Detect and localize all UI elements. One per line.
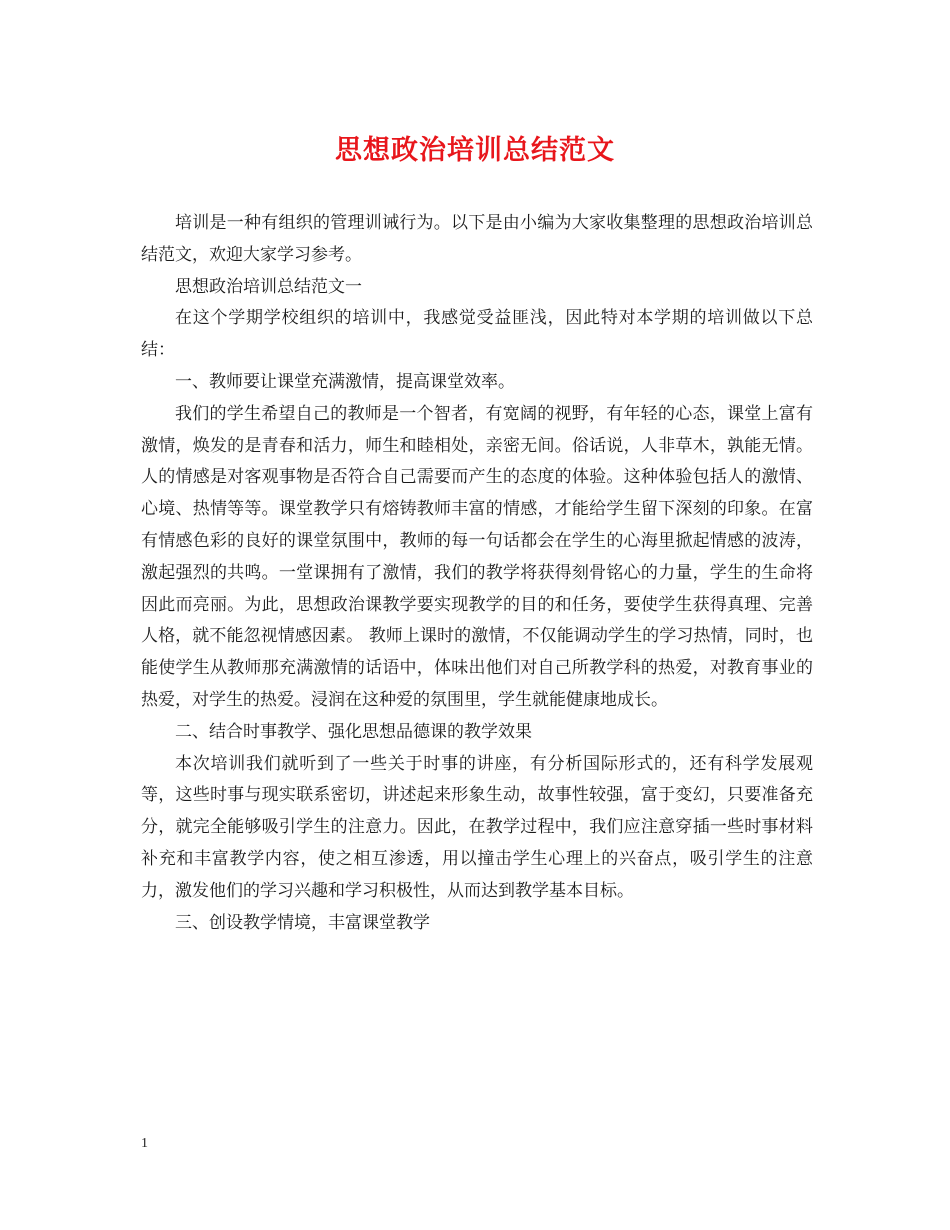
section-heading: 三、创设教学情境，丰富课堂教学 bbox=[175, 912, 430, 933]
paragraph: 本次培训我们就听到了一些关于时事的讲座，有分析国际形式的，还有科学发展观等，这些时事与现实联系密切，讲述起来形象生动，故事性较强，富于变幻，只要准备充分，就完全能够吸引学生的注意力。因此，在教学过程中，我们应注意穿插一些时事材料补充和丰富教学内容，使之相互渗透，用以撞击学生心理上的兴奋点，吸引学生的注意力，激发他们的学习兴趣和学习积极性，从而达到教学基本目标。 bbox=[141, 753, 813, 901]
paragraph: 我们的学生希望自己的教师是一个智者，有宽阔的视野，有年轻的心态，课堂上富有激情，焕发的是青春和活力，师生和睦相处，亲密无间。俗话说，人非草木，孰能无情。人的情感是对客观事物是否符合自己需要而产生的态度的体验。这种体验包括人的激情、心境、热情等等。课堂教学只有熔铸教师丰富的情感，才能给学生留下深刻的印象。在富有情感色彩的良好的课堂氛围中，教师的每一句话都会在学生的心海里掀起情感的波涛，激起强烈的共鸣。一堂课拥有了激情，我们的教学将获得刻骨铭心的力量，学生的生命将因此而亮丽。为此，思想政治课教学要实现教学的目的和任务，要使学生获得真理、完善人格，就不能忽视情感因素。 教师上课时的激情，不仅能调动学生的学习热情，同时，也能使学生从教师那充满激情的话语中，体味出他们对自己所教学科的热爱，对教育事业的热爱，对学生的热爱。浸润在这种爱的氛围里，学生就能健康地成长。 bbox=[141, 403, 813, 710]
document-title: 思想政治培训总结范文 bbox=[335, 135, 615, 166]
page-number: 1 bbox=[141, 1136, 148, 1151]
document-body bbox=[141, 208, 813, 939]
paragraph: 在这个学期学校组织的培训中，我感觉受益匪浅，因此特对本学期的培训做以下总结： bbox=[141, 308, 813, 361]
section-heading: 思想政治培训总结范文一 bbox=[175, 276, 362, 297]
paragraph-intro: 培训是一种有组织的管理训诫行为。以下是由小编为大家收集整理的思想政治培训总结范文，欢迎大家学习参考。 bbox=[141, 213, 813, 265]
section-heading: 一、教师要让课堂充满激情，提高课堂效率。 bbox=[175, 371, 515, 392]
section-heading: 二、结合时事教学、强化思想品德课的教学效果 bbox=[175, 721, 532, 742]
